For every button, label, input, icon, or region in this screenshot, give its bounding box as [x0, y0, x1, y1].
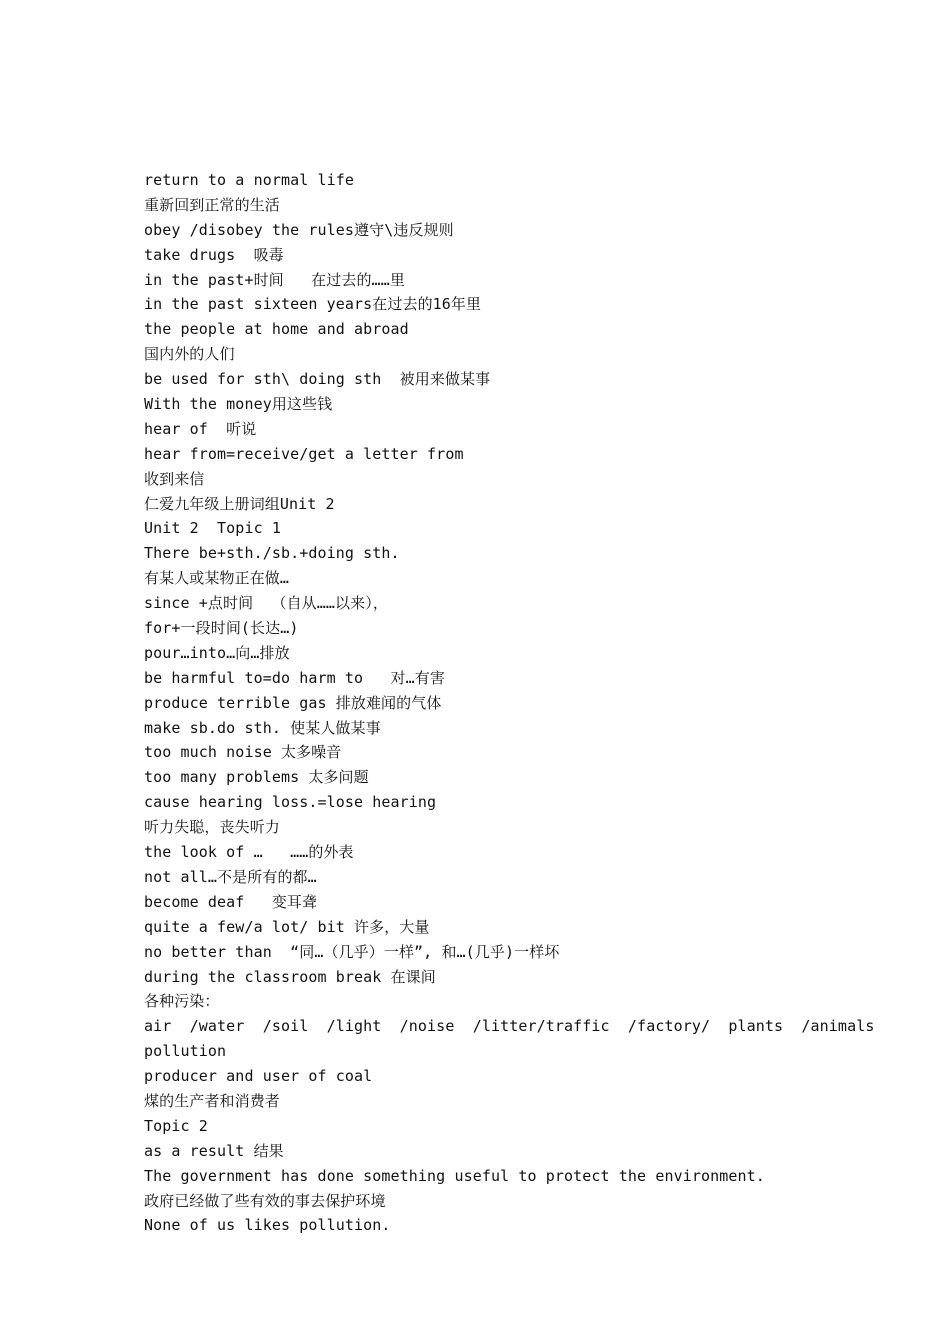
text-line: 有某人或某物正在做…	[144, 569, 290, 588]
text-line: return to a normal life	[144, 171, 355, 189]
text-line: air /water /soil /light /noise /litter/traffic /factory/ plants /animals	[144, 1017, 875, 1036]
section-heading: 仁爱九年级上册词组Unit 2	[144, 494, 335, 513]
text-line: take drugs 吸毒	[144, 245, 284, 264]
text-line: There be+sth./sb.+doing sth.	[144, 544, 400, 563]
text-line: too much noise 太多噪音	[144, 743, 342, 762]
text-line: too many problems 太多问题	[144, 768, 369, 787]
text-line: cause hearing loss.=lose hearing	[144, 793, 437, 812]
text-line: in the past+时间 在过去的……里	[144, 270, 405, 289]
text-line: produce terrible gas 排放难闻的气体	[144, 693, 442, 712]
text-line: 听力失聪，丧失听力	[144, 818, 280, 837]
text-line: hear from=receive/get a letter from	[144, 444, 464, 463]
text-line: obey /disobey the rules遵守\违反规则	[144, 220, 454, 239]
text-line: be harmful to=do harm to 对…有害	[144, 668, 445, 687]
text-line: 收到来信	[144, 469, 205, 488]
document-body	[144, 168, 924, 1238]
text-line: quite a few/a lot/ bit 许多，大量	[144, 917, 430, 936]
text-line: be used for sth\ doing sth 被用来做某事	[144, 370, 491, 389]
text-line: With the money用这些钱	[144, 395, 333, 414]
text-line: The government has done something useful to protect the environment.	[144, 1166, 765, 1185]
text-line: become deaf 变耳聋	[144, 892, 318, 911]
text-line: 重新回到正常的生活	[144, 195, 280, 214]
text-line: for+一段时间(长达…)	[144, 619, 299, 638]
topic-heading: Topic 2	[144, 1116, 208, 1135]
text-line: no better than “同…（几乎）一样”, 和…(几乎)一样坏	[144, 942, 560, 961]
text-line: in the past sixteen years在过去的16年里	[144, 295, 482, 314]
text-line: make sb.do sth. 使某人做某事	[144, 718, 381, 737]
text-line: the people at home and abroad	[144, 320, 409, 339]
text-line: as a result 结果	[144, 1141, 284, 1160]
text-line: during the classroom break 在课间	[144, 967, 436, 986]
text-line: 煤的生产者和消费者	[144, 1091, 280, 1110]
text-line: 各种污染：	[144, 992, 220, 1011]
text-line: 政府已经做了些有效的事去保护环境	[144, 1191, 386, 1210]
text-line: 国内外的人们	[144, 345, 235, 364]
text-line: producer and user of coal	[144, 1067, 373, 1086]
text-line: pollution	[144, 1042, 227, 1061]
text-line: the look of … ……的外表	[144, 843, 354, 862]
text-line: None of us likes pollution.	[144, 1216, 391, 1235]
text-line: not all…不是所有的都…	[144, 867, 317, 886]
text-line: pour…into…向…排放	[144, 643, 290, 662]
topic-heading: Unit 2 Topic 1	[144, 519, 281, 538]
text-line: hear of 听说	[144, 419, 257, 438]
text-line: since +点时间 （自从……以来），	[144, 594, 388, 613]
